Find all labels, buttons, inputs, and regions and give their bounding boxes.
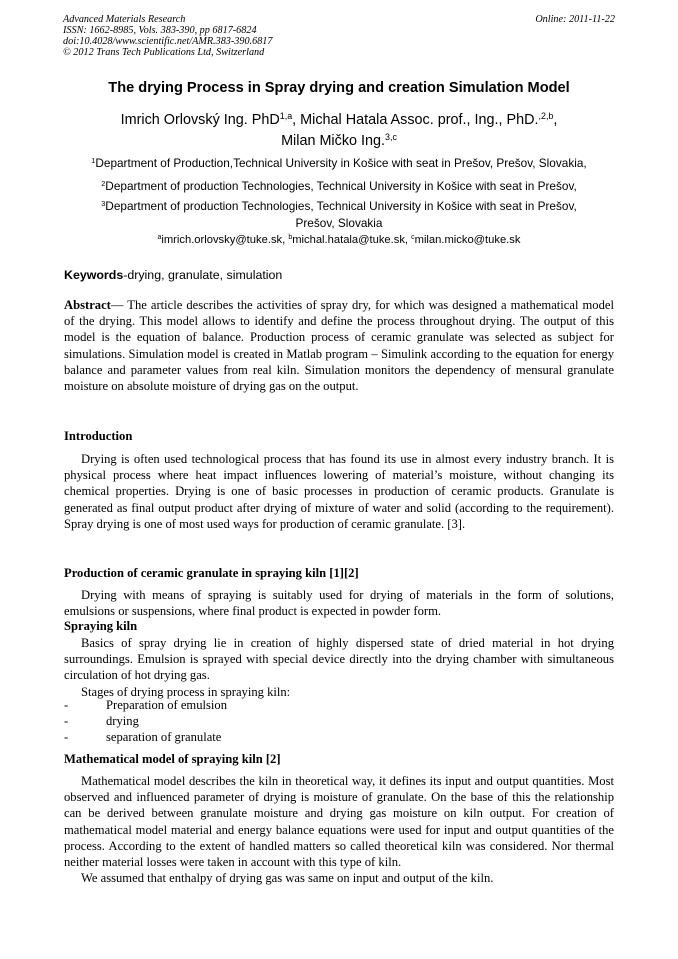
affiliation-text: Department of production Technologies, Technical University in Košice with seat in Prešov, (105, 179, 577, 193)
production-paragraph: Drying with means of spraying is suitably used for drying of materials in the form of solutions, emulsions or suspensions, where final product is expected in powder form. (64, 588, 614, 619)
email-superscript: c (411, 234, 415, 242)
author-list (40, 110, 638, 152)
list-item (64, 697, 614, 713)
author-superscript: ,2,b (538, 111, 554, 122)
email-link[interactable]: michal.hatala@tuke.sk, (292, 234, 412, 246)
list-item (64, 729, 614, 745)
author-separator: , (292, 112, 301, 128)
list-item-text: Preparation of emulsion (106, 698, 228, 712)
email-superscript: a (157, 234, 162, 242)
keywords (64, 268, 282, 282)
stages-intro: Stages of drying process in spraying kiln: (81, 684, 291, 699)
author-superscript: 1,a (279, 111, 293, 122)
math-model-body (64, 773, 614, 886)
bullet-dash: - (64, 730, 69, 745)
paper-title: The drying Process in Spray drying and creation Simulation Model (108, 80, 570, 96)
journal-doi: doi:10.4028/www.scientific.net/AMR.383-390.6817 (63, 36, 273, 47)
abstract (64, 297, 614, 394)
abstract-label: Abstract (64, 298, 111, 312)
list-item-text: separation of granulate (106, 730, 222, 745)
affiliation-text: Department of Production,Technical University in Košice with seat in Prešov, Prešov, Slovakia, (95, 156, 587, 170)
section-heading-production: Production of ceramic granulate in spraying kiln [1][2] (64, 566, 359, 580)
journal-name: Advanced Materials Research (63, 14, 186, 25)
author-separator: , (553, 112, 558, 128)
stages-list (64, 697, 614, 746)
production-body (64, 587, 614, 619)
introduction-body (64, 451, 614, 532)
bullet-dash: - (64, 698, 69, 712)
affiliation-number: 3 (101, 198, 106, 208)
subsection-heading-spraying-kiln: Spraying kiln (64, 619, 138, 633)
affiliation-number: 2 (101, 178, 106, 188)
author-name: Michal Hatala Assoc. prof., Ing., PhD. (300, 112, 539, 128)
affiliation-2 (40, 178, 638, 195)
affiliation-number: 1 (91, 155, 96, 165)
author-superscript: 3,c (385, 132, 397, 143)
section-heading-math-model: Mathematical model of spraying kiln [2] (64, 752, 281, 766)
abstract-text: — The article describes the activities of spray dry, for which was designed a mathematical model of the drying. This model allows to identify and define the process throughout drying. The output of this model is the equation of balance. Production process of ceramic granulate was selected as subject for simulations. Simulation model is created in Matlab program – Simulink according to the equation for energy balance and parameter values from real kiln. Simulation monitors the dependency of mensural granulate moisture on absolute moisture of drying gas on the output. (64, 298, 614, 394)
spraying-kiln-body (64, 635, 614, 700)
math-model-paragraph-2: We assumed that enthalpy of drying gas was same on input and output of the kiln. (81, 871, 494, 886)
author-name: Milan Mičko Ing. (281, 133, 386, 149)
keywords-text: -drying, granulate, simulation (123, 268, 283, 282)
keywords-label: Keywords (64, 268, 124, 282)
math-model-paragraph: Mathematical model describes the kiln in theoretical way, it defines its input and output quantities. Most observed and influenced parameter of drying is moisture of granulate. On the base of this the relationship can be derived between granulate moisture and drying gas moisture on kiln output. For creation of mathematical model material and energy balance equations were used for input and output quantities of the process. According to the extent of handled matters so called theoretical kiln was considered. Nor thermal neither material losses were taken in account with this type of kiln. (64, 774, 614, 870)
journal-copyright: © 2012 Trans Tech Publications Ltd, Switzerland (63, 47, 265, 58)
introduction-paragraph: Drying is often used technological process that has found its use in almost every industry branch. It is physical process where heat impact influences lowering of material’s moisture, without changing its chemical properties. Drying is one of basic processes in production of ceramic products. Granulate is generated as final output product after drying of mixture of water and solid (according to the requirement). Spray drying is one of most used ways for production of ceramic granulate. [3]. (64, 452, 614, 531)
journal-issn: ISSN: 1662-8985, Vols. 383-390, pp 6817-6824 (63, 25, 257, 36)
email-link[interactable]: imrich.orlovsky@tuke.sk, (161, 234, 289, 246)
email-link[interactable]: milan.micko@tuke.sk (414, 234, 521, 246)
section-heading-introduction: Introduction (64, 429, 133, 443)
online-date: Online: 2011-11-22 (535, 14, 615, 25)
affiliation-3 (40, 198, 638, 232)
affiliation-text: Prešov, Slovakia (295, 216, 383, 230)
spraying-kiln-paragraph: Basics of spray drying lie in creation of highly dispersed state of dried material in hot drying surroundings. Emulsion is sprayed with special device directly into the drying chamber with simultaneous circulation of hot drying gas. (64, 636, 614, 683)
author-name: Imrich Orlovský Ing. PhD (120, 112, 280, 128)
email-superscript: b (288, 234, 293, 242)
list-item-text: drying (106, 714, 139, 729)
affiliation-text: Department of production Technologies, Technical University in Košice with seat in Prešov, (105, 199, 577, 213)
email-list (40, 234, 638, 246)
affiliation-1 (40, 155, 638, 172)
list-item (64, 713, 614, 729)
bullet-dash: - (64, 714, 69, 729)
journal-header (63, 14, 615, 58)
